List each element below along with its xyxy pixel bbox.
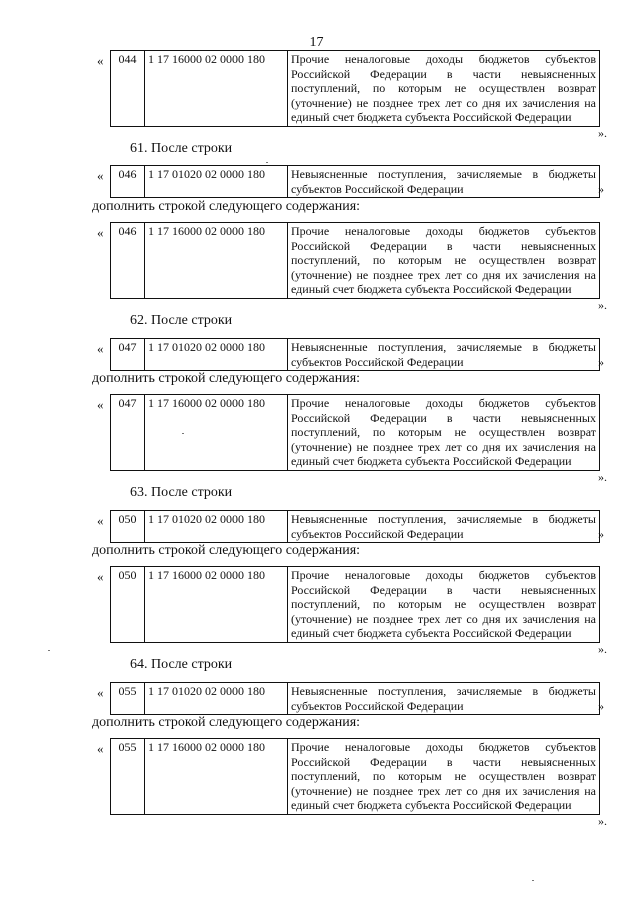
opening-quote: « xyxy=(97,569,104,584)
budget-classification-code: 1 17 01020 02 0000 180 xyxy=(145,511,288,543)
closing-quote: » xyxy=(598,182,604,196)
budget-code-table xyxy=(110,165,600,198)
admin-code: 047 xyxy=(111,395,145,471)
revenue-description: Невыясненные поступления, зачисляемые в бюджеты субъектов Российской Федерации xyxy=(288,166,600,198)
scan-speck xyxy=(532,880,534,881)
opening-quote: « xyxy=(97,741,104,756)
revenue-description: Прочие неналоговые доходы бюджетов субъектов Российской Федерации в части невыясненных поступлений, по которым не осуществлен возврат (уточнение) не позднее трех лет со дня их зачисления на единый счет бюджета субъекта Российской Федерации xyxy=(288,223,600,299)
opening-quote: « xyxy=(97,397,104,412)
revenue-description: Невыясненные поступления, зачисляемые в бюджеты субъектов Российской Федерации xyxy=(288,683,600,715)
admin-code: 046 xyxy=(111,166,145,198)
step-heading: 63. После строки xyxy=(130,485,233,500)
add-line-instruction: дополнить строкой следующего содержания: xyxy=(92,715,361,730)
budget-code-table xyxy=(110,50,600,127)
admin-code: 050 xyxy=(111,511,145,543)
revenue-description: Прочие неналоговые доходы бюджетов субъектов Российской Федерации в части невыясненных поступлений, по которым не осуществлен возврат (уточнение) не позднее трех лет со дня их зачисления на единый счет бюджета субъекта Российской Федерации xyxy=(288,567,600,643)
closing-quote: ». xyxy=(598,814,607,828)
admin-code: 047 xyxy=(111,339,145,371)
revenue-description: Прочие неналоговые доходы бюджетов субъектов Российской Федерации в части невыясненных поступлений, по которым не осуществлен возврат (уточнение) не позднее трех лет со дня их зачисления на единый счет бюджета субъекта Российской Федерации xyxy=(288,51,600,127)
closing-quote: ». xyxy=(598,298,607,312)
budget-code-table xyxy=(110,566,600,643)
opening-quote: « xyxy=(97,513,104,528)
closing-quote: ». xyxy=(598,126,607,140)
budget-classification-code: 1 17 16000 02 0000 180 xyxy=(145,51,288,127)
add-line-instruction: дополнить строкой следующего содержания: xyxy=(92,371,361,386)
opening-quote: « xyxy=(97,685,104,700)
budget-classification-code: 1 17 01020 02 0000 180 xyxy=(145,339,288,371)
opening-quote: « xyxy=(97,225,104,240)
revenue-description: Невыясненные поступления, зачисляемые в бюджеты субъектов Российской Федерации xyxy=(288,511,600,543)
budget-code-table xyxy=(110,738,600,815)
page-number: 17 xyxy=(309,35,324,50)
add-line-instruction: дополнить строкой следующего содержания: xyxy=(92,199,361,214)
budget-classification-code: 1 17 16000 02 0000 180 xyxy=(145,223,288,299)
step-heading: 64. После строки xyxy=(130,657,233,672)
closing-quote: » xyxy=(598,699,604,713)
budget-classification-code: 1 17 16000 02 0000 180 xyxy=(145,739,288,815)
admin-code: 050 xyxy=(111,567,145,643)
scan-speck xyxy=(48,650,50,651)
step-heading: 61. После строки xyxy=(130,141,233,156)
opening-quote: « xyxy=(97,341,104,356)
opening-quote: « xyxy=(97,53,104,68)
budget-code-table xyxy=(110,510,600,543)
revenue-description: Прочие неналоговые доходы бюджетов субъектов Российской Федерации в части невыясненных поступлений, по которым не осуществлен возврат (уточнение) не позднее трех лет со дня их зачисления на единый счет бюджета субъекта Российской Федерации xyxy=(288,395,600,471)
admin-code: 055 xyxy=(111,739,145,815)
scan-speck xyxy=(182,433,184,434)
closing-quote: ». xyxy=(598,642,607,656)
closing-quote: » xyxy=(598,355,604,369)
admin-code: 046 xyxy=(111,223,145,299)
revenue-description: Невыясненные поступления, зачисляемые в бюджеты субъектов Российской Федерации xyxy=(288,339,600,371)
opening-quote: « xyxy=(97,168,104,183)
scan-speck xyxy=(266,162,268,163)
budget-code-table xyxy=(110,222,600,299)
revenue-description: Прочие неналоговые доходы бюджетов субъектов Российской Федерации в части невыясненных поступлений, по которым не осуществлен возврат (уточнение) не позднее трех лет со дня их зачисления на единый счет бюджета субъекта Российской Федерации xyxy=(288,739,600,815)
add-line-instruction: дополнить строкой следующего содержания: xyxy=(92,543,361,558)
admin-code: 044 xyxy=(111,51,145,127)
admin-code: 055 xyxy=(111,683,145,715)
closing-quote: ». xyxy=(598,470,607,484)
budget-code-table xyxy=(110,338,600,371)
budget-classification-code: 1 17 16000 02 0000 180 xyxy=(145,567,288,643)
budget-classification-code: 1 17 16000 02 0000 180 xyxy=(145,395,288,471)
budget-classification-code: 1 17 01020 02 0000 180 xyxy=(145,683,288,715)
closing-quote: » xyxy=(598,527,604,541)
budget-code-table xyxy=(110,682,600,715)
step-heading: 62. После строки xyxy=(130,313,233,328)
budget-classification-code: 1 17 01020 02 0000 180 xyxy=(145,166,288,198)
